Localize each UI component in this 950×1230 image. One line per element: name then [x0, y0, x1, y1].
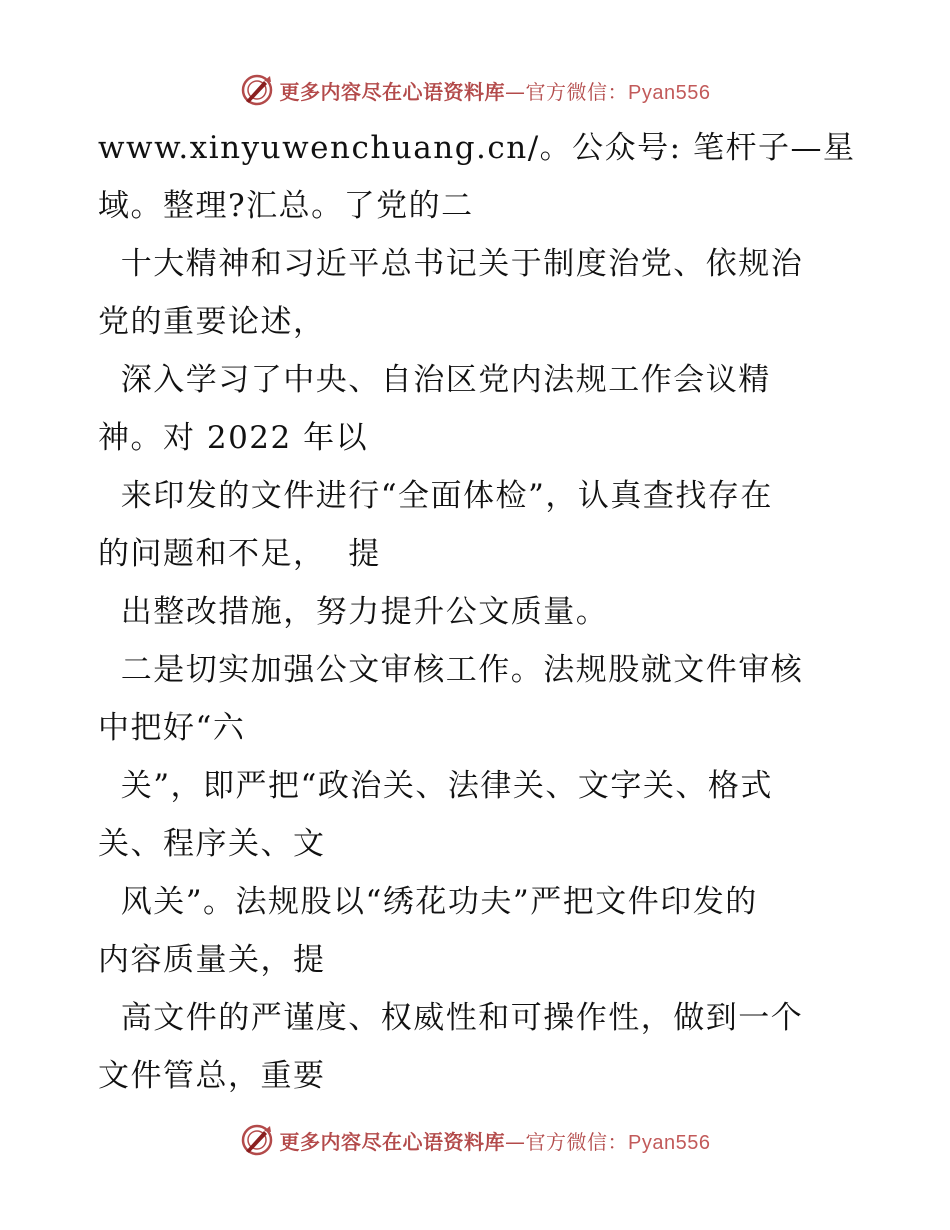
banner-text [280, 76, 711, 105]
quill-logo-icon [240, 73, 274, 107]
header-banner [0, 70, 950, 110]
banner-wechat-id: Pyan556 [628, 81, 711, 104]
banner-separator: — [505, 1129, 526, 1154]
footer-banner [0, 1120, 950, 1160]
body-line: 域。整理?汇总。了党的二 [98, 188, 474, 224]
body-line: 神。对 2022 年以 [98, 420, 369, 456]
banner-separator: — [505, 79, 526, 104]
banner-text [280, 1126, 711, 1155]
banner-wechat-label: 官方微信： [525, 79, 629, 104]
body-line: 关”，即严把“政治关、法律关、文字关、格式 [98, 768, 773, 804]
body-line: 高文件的严谨度、权威性和可操作性，做到一个 [98, 1000, 804, 1036]
banner-title: 更多内容尽在心语资料库 [279, 79, 506, 104]
body-line: 风关”。法规股以“绣花功夫”严把文件印发的 [98, 884, 758, 920]
body-line: 的问题和不足， 提 [98, 536, 381, 572]
body-line: 中把好“六 [98, 710, 246, 746]
banner-wechat-id: Pyan556 [628, 1131, 711, 1154]
banner-wechat-label: 官方微信： [525, 1129, 629, 1154]
body-line: 深入学习了中央、自治区党内法规工作会议精 [98, 362, 771, 398]
body-line: 二是切实加强公文审核工作。法规股就文件审核 [98, 652, 804, 688]
banner-title: 更多内容尽在心语资料库 [279, 1129, 506, 1154]
body-line: www.xinyuwenchuang.cn/。公众号: 笔杆子—星 [98, 130, 856, 166]
body-line: 党的重要论述， [98, 304, 326, 340]
body-line: 出整改措施，努力提升公文质量。 [98, 594, 609, 630]
body-line: 文件管总，重要 [98, 1058, 326, 1094]
quill-logo-icon [240, 1123, 274, 1157]
body-line: 关、程序关、文 [98, 826, 326, 862]
body-line: 内容质量关，提 [98, 942, 326, 978]
body-line: 十大精神和习近平总书记关于制度治党、依规治 [98, 246, 804, 282]
body-line: 来印发的文件进行“全面体检”，认真查找存在 [98, 478, 773, 514]
